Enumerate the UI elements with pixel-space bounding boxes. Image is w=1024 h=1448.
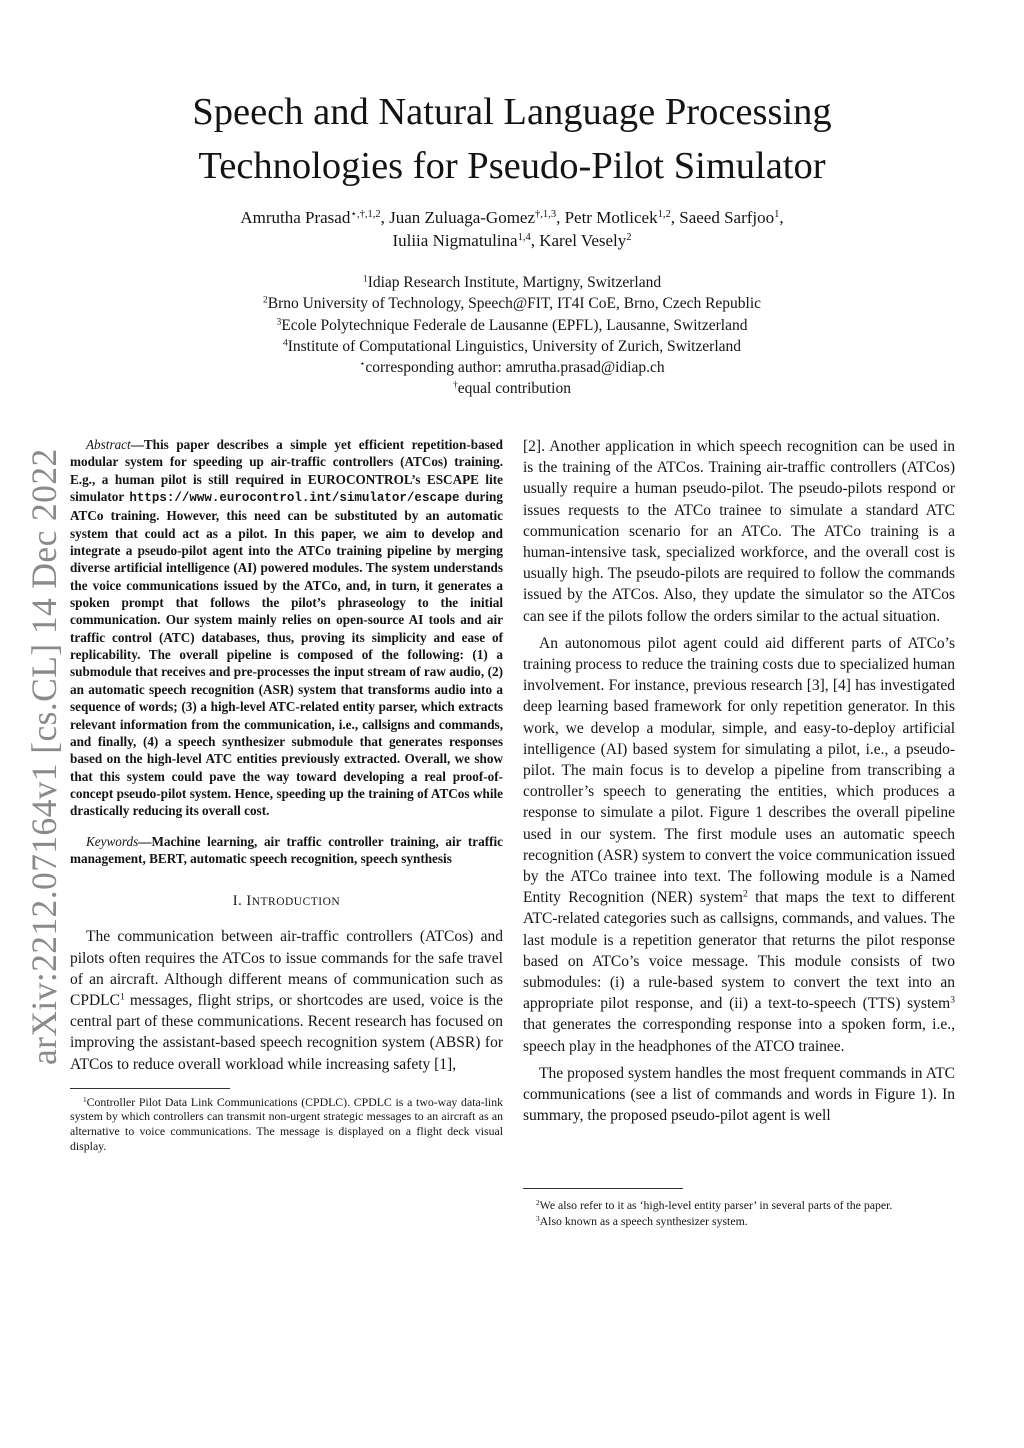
right-footnotes <box>523 1188 955 1230</box>
title-line-1: Speech and Natural Language Processing <box>192 91 832 133</box>
footnote-divider <box>523 1188 683 1189</box>
affiliation <box>112 336 912 357</box>
affiliation-mark: 4 <box>282 337 288 349</box>
author-marks: ⋆,†,1,2 <box>350 209 381 221</box>
author-name: Juan Zuluaga-Gomez <box>389 208 536 227</box>
footnote-ref-3[interactable]: 3 <box>950 995 955 1006</box>
affiliation-text: Institute of Computational Linguistics, University of Zurich, Switzerland <box>287 337 742 355</box>
paper-title <box>112 85 912 193</box>
abstract <box>70 436 503 820</box>
affiliation-list <box>112 272 912 400</box>
author-name: Karel Vesely <box>539 231 627 250</box>
arxiv-stamp: arXiv:2212.07164v1 [cs.CL] 14 Dec 2022 <box>24 448 64 1065</box>
footnote-3 <box>523 1213 955 1229</box>
affiliation-text: Idiap Research Institute, Martigny, Switzerland <box>367 274 662 291</box>
affiliation-text: equal contribution <box>457 380 571 398</box>
footnote-ref-1[interactable]: 1 <box>119 991 125 1003</box>
footnote-mark: 2 <box>536 1197 540 1207</box>
author-list <box>112 206 912 252</box>
footnote-text: Also known as a speech synthesizer system. <box>539 1214 748 1229</box>
affiliation-mark: 1 <box>362 273 368 285</box>
section-title-rest: NTRODUCTION <box>251 896 341 909</box>
keywords-label: Keywords <box>86 833 139 849</box>
right-column <box>523 436 955 1127</box>
affiliation-text: Ecole Polytechnique Federale de Lausanne (EPFL), Lausanne, Switzerland <box>281 316 748 334</box>
author-line-2: Iuliia Nigmatulina$^{1,4}$, Karel Vesely$^2$ <box>392 231 632 250</box>
author-marks: 2 <box>626 232 632 244</box>
affiliation <box>112 293 912 314</box>
intro-paragraph-1 <box>70 926 503 1074</box>
footnote-divider <box>70 1088 230 1089</box>
abstract-label: Abstract <box>86 437 131 452</box>
affiliation <box>112 315 912 336</box>
affiliation-mark: † <box>452 380 458 392</box>
keywords <box>70 833 503 868</box>
author-name: Saeed Sarfjoo <box>679 208 775 227</box>
body-paragraph-continued: [2]. Another application in which speech recognition can be used in is the training of the ATCos. Training air-traffic controllers (ATCos) usually require a human pseudo-pilot. The pseudo-pilots respond or issues requests to the ATCo trainee to simulate a standard ATC communication scenario for an ATCo. The ATCo training is a human-intensive task, specialized workforce, and the overall cost is usually high. The pseudo-pilots are required to follow the commands issued by the ATCos. Also, they update the simulator so the ATCos can see if the pilots follow the orders similar to the actual situation. <box>523 438 955 625</box>
footnote-2 <box>523 1197 955 1213</box>
author-marks: †,1,3 <box>535 209 557 221</box>
title-line-2: Technologies for Pseudo-Pilot Simulator <box>198 145 826 187</box>
abstract-text-1: This paper describes a simple yet efficient repetition-based modular system for speeding up air-traffic controllers (ATCos) training. E.g., a human pilot is still required in EUROCONTROL’s ESCAPE lite simulator <box>70 437 503 505</box>
affiliation-mark: ⋆ <box>359 358 366 370</box>
author-marks: 1,4 <box>517 232 531 244</box>
affiliation <box>112 272 912 293</box>
section-title-initial: I <box>246 893 252 910</box>
left-column <box>70 436 503 1153</box>
author-line-1: Amrutha Prasad$^{⋆,\dagger,1,2}$, Juan Zuluaga-Gomez$^{\dagger,1,3}$, Petr Motlicek$^{1,2}$, Saeed Sarfjoo$^1$, <box>240 208 784 227</box>
abstract-text-2: during ATCo training. However, this need can be substituted by an automatic system that could act as a pilot. In this paper, we aim to develop and integrate a pseudo-pilot agent into the ATCo training pipeline by merging diverse artificial intelligence (AI) powered modules. The system understands the voice communications issued by the ATCo, and, in turn, it generates a spoken prompt that follows the pilot’s phraseology to the initial communication. Our system mainly relies on open-source AI tools and air traffic control (ATC) databases, thus, proving its simplicity and ease of replicability. The overall pipeline is composed of the following: (1) a submodule that receives and pre-processes the input stream of raw audio, (2) an automatic speech recognition (ASR) system that transforms audio into a sequence of words; (3) a high-level ATC-related entity parser, which extracts relevant information from the communication, i.e., callsigns and commands, and finally, (4) a speech synthesizer submodule that generates responses based on the high-level ATC entities previously extracted. Overall, we show that this system could pave the way toward developing a real proof-of-concept pseudo-pilot system. Hence, speeding up the training of ATCos while drastically reducing its overall cost. <box>70 489 503 819</box>
author-marks: 1,2 <box>657 209 671 221</box>
footnote-text: Controller Pilot Data Link Communications (CPDLC). CPDLC is a two-way data-link system by which controllers can transmit non-urgent strategic messages to an aircraft as an alternative to voice communications. The message is displayed on a flight deck visual display. <box>70 1094 503 1153</box>
footnote-mark: 3 <box>536 1214 540 1224</box>
affiliation-mark: 3 <box>276 316 282 328</box>
body-text: An autonomous pilot agent could aid different parts of ATCo’s training process to reduce the training costs due to specialized human involvement. For instance, previous research [3], [4] has investigated deep learning based framework for only repetition generator. In this work, we develop a modular, simple, and easy-to-deploy artificial intelligence (AI) based system for simulating a pilot, i.e., a pseudo-pilot. The main focus is to develop a pipeline from transcribing a controller’s speech to generating the entities, which produces a response to simulate a pilot. Figure 1 describes the overall pipeline used in our system. The first module uses an automatic speech recognition (ASR) system to convert the voice communication issued by the ATCo trainee into text. The following module is a Named Entity Recognition (NER) system <box>523 634 955 907</box>
section-number: I. <box>232 893 243 910</box>
author-marks: 1 <box>774 209 780 221</box>
affiliation-text: Brno University of Technology, Speech@FIT, IT4I CoE, Brno, Czech Republic <box>267 295 762 313</box>
escape-simulator-link[interactable]: https://www.eurocontrol.int/simulator/escape <box>129 491 460 506</box>
footnote-text: We also refer to it as ‘high-level entity parser’ in several parts of the paper. <box>539 1198 893 1212</box>
affiliation <box>112 378 912 399</box>
footnote-ref-2[interactable]: 2 <box>743 888 748 900</box>
author-name: Amrutha Prasad <box>240 208 351 227</box>
body-paragraph-3: The proposed system handles the most frequent commands in ATC communications (see a list of commands and words in Figure 1). In summary, the proposed pseudo-pilot agent is well <box>523 1064 955 1125</box>
intro-text-2: messages, flight strips, or shortcodes are used, voice is the central part of these communications. Recent research has focused on improving the assistant-based speech recognition system (ABSR) for ATCos to reduce overall workload while increasing safety [1], <box>70 992 503 1073</box>
affiliation-mark: 2 <box>262 295 268 307</box>
abstract-dash: — <box>130 437 144 452</box>
intro-text-1: The communication between air-traffic controllers (ATCos) and pilots often requires the ATCos to issue commands for the safe travel of an aircraft. Although different means of communication such as CPDLC <box>70 928 503 1010</box>
footnote-mark: 1 <box>83 1094 87 1104</box>
affiliation <box>112 357 912 378</box>
affiliation-text: corresponding author: amrutha.prasad@idiap.ch <box>365 359 665 377</box>
body-text: that maps the text to different ATC-related categories such as callsigns, commands, and values. The last module is a repetition generator that returns the pilot response based on ATCo’s voice message. This module consists of two submodules: (i) a rule-based system to convert the text into an appropriate pilot response, and (ii) a text-to-speech (TTS) system <box>523 889 955 1013</box>
keywords-text: Machine learning, air traffic controller training, air traffic management, BERT, automatic speech recognition, speech synthesis <box>70 833 503 866</box>
body-text: that generates the corresponding response into a spoken form, i.e., speech play in the headphones of the ATCO trainee. <box>523 1016 955 1055</box>
author-name: Petr Motlicek <box>564 208 658 227</box>
author-name: Iuliia Nigmatulina <box>392 231 518 250</box>
footnote-1 <box>70 1095 503 1153</box>
body-paragraph-2 <box>523 633 955 1057</box>
section-heading-introduction <box>70 891 503 913</box>
keywords-dash: — <box>138 833 152 849</box>
